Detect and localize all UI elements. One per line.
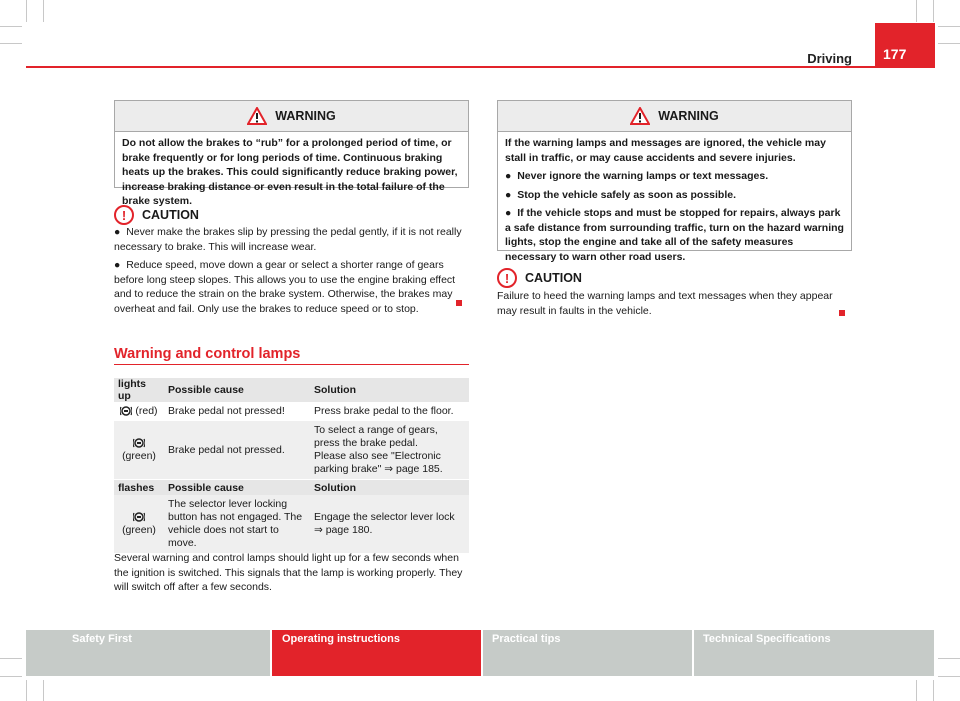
solution-cell: Engage the selector lever lock ⇒ page 180.	[310, 495, 469, 553]
warning-triangle-icon	[630, 107, 650, 125]
warning-bullet: ● Never ignore the warning lamps or text messages.	[505, 170, 769, 182]
section-title: Driving	[807, 51, 852, 66]
crop-mark	[0, 26, 22, 27]
warning-triangle-icon	[247, 107, 267, 125]
table-header: flashes	[114, 480, 164, 495]
solution-cell: Press brake pedal to the floor.	[314, 405, 454, 417]
crop-mark	[26, 0, 27, 22]
table-header: Solution	[310, 378, 469, 402]
crop-mark	[26, 680, 27, 701]
right-caution-header	[497, 268, 582, 288]
crop-mark	[933, 680, 934, 701]
caution-title: CAUTION	[142, 208, 199, 222]
section-heading-rule	[114, 364, 469, 365]
crop-mark	[938, 676, 960, 677]
lamp-table-lights-up	[114, 378, 469, 479]
page-number: 177	[875, 23, 935, 68]
crop-mark	[916, 680, 917, 701]
footer-tab-operating-instructions[interactable]: Operating instructions	[272, 630, 481, 676]
table-header: lights up	[114, 378, 164, 402]
lamps-paragraph: Several warning and control lamps should light up for a few seconds when the ignition is switched. This signals that the lamp is working properly. They will switch off after a few seconds.	[114, 552, 463, 593]
caution-circle-icon: !	[497, 268, 517, 288]
table-header: Possible cause	[164, 480, 310, 495]
right-caution-text: Failure to heed the warning lamps and text messages when they appear may result in faults in the vehicle.	[497, 290, 833, 317]
warning-bullet: ● If the vehicle stops and must be stopped for repairs, always park a safe distance from surrounding traffic, turn on the hazard warning lights, stop the engine and take all of the safety measures necessary to warn other road users.	[505, 207, 844, 263]
left-warning-box	[114, 100, 469, 207]
crop-mark	[43, 0, 44, 22]
cause-cell: Brake pedal not pressed.	[164, 421, 310, 479]
caution-bullet: ● Reduce speed, move down a gear or select a shorter range of gears before long steep slopes. This allows you to use the engine braking effect and to reduce the strain on the brake system. Otherwise, the brakes may overheat and fail. Only use the brakes to reduce speed or to stop.	[114, 259, 456, 315]
warning-bullet: ● Stop the vehicle safely as soon as possible.	[505, 188, 737, 201]
warning-intro: If the warning lamps and messages are ignored, the vehicle may stall in traffic, or may cause accidents and severe injuries.	[505, 137, 826, 164]
footer-tab-practical-tips[interactable]: Practical tips	[483, 630, 692, 676]
crop-mark	[938, 26, 960, 27]
table-header: Solution	[310, 480, 469, 495]
crop-mark	[43, 680, 44, 701]
brake-lamp-icon	[133, 512, 145, 522]
brake-lamp-icon	[120, 406, 132, 416]
caution-title: CAUTION	[525, 271, 582, 285]
cause-cell: Brake pedal not pressed!	[168, 405, 285, 417]
table-row	[114, 402, 469, 421]
left-caution-header	[114, 205, 199, 225]
table-row	[114, 495, 469, 553]
right-warning-box	[497, 100, 852, 263]
crop-mark	[938, 43, 960, 44]
table-row	[114, 421, 469, 479]
warning-title: WARNING	[658, 109, 719, 123]
warning-text: Do not allow the brakes to “rub” for a prolonged period of time, or brake frequently or for long periods of time. Continuous braking heats up the brakes. This could significantly reduce braking power, increase braking distance or even result in the total failure of the brake system.	[122, 137, 458, 207]
footer-tab-technical-specifications[interactable]: Technical Specifications	[694, 630, 934, 676]
left-caution-text	[114, 225, 466, 320]
crop-mark	[0, 676, 22, 677]
crop-mark	[938, 658, 960, 659]
table-header: Possible cause	[164, 378, 310, 402]
lamp-cell: (green)	[114, 421, 164, 479]
warning-header	[498, 101, 851, 132]
end-marker	[839, 310, 845, 316]
lamp-table-flashes	[114, 480, 469, 553]
header-rule	[26, 66, 934, 68]
footer-tab-safety-first[interactable]: Safety First	[26, 630, 270, 676]
crop-mark	[933, 0, 934, 22]
lamp-cell: (red)	[114, 402, 164, 421]
solution-cell: To select a range of gears, press the brake pedal. Please also see "Electronic parking brake" ⇒ page 185.	[310, 421, 469, 479]
lamp-cell: (green)	[114, 495, 164, 553]
warning-header	[115, 101, 468, 132]
caution-circle-icon: !	[114, 205, 134, 225]
end-marker	[456, 300, 462, 306]
warning-title: WARNING	[275, 109, 336, 123]
caution-bullet: ● Never make the brakes slip by pressing the pedal gently, if it is not really necessary to brake. This will increase wear.	[114, 226, 462, 253]
crop-mark	[0, 658, 22, 659]
crop-mark	[0, 43, 22, 44]
section-heading: Warning and control lamps	[114, 346, 301, 362]
cause-cell: The selector lever locking button has not engaged. The vehicle does not start to move.	[164, 495, 310, 553]
brake-lamp-icon	[133, 438, 145, 448]
crop-mark	[916, 0, 917, 22]
